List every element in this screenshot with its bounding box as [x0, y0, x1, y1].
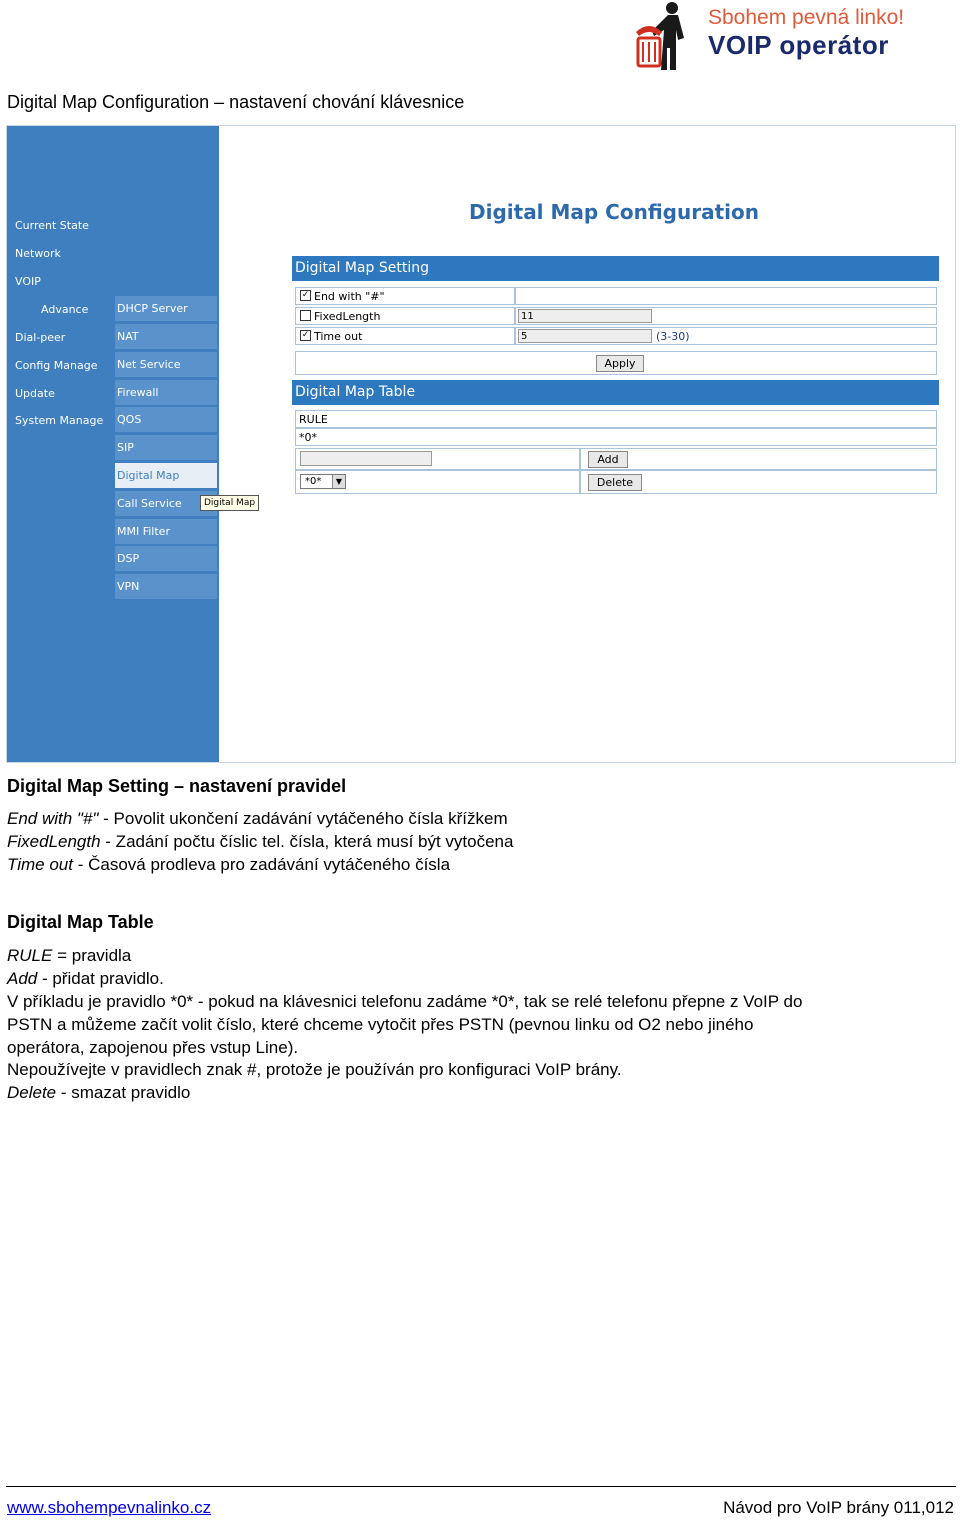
- subnav-firewall[interactable]: Firewall: [115, 380, 217, 405]
- timeout-checkbox[interactable]: ✓: [301, 330, 310, 340]
- footer-divider: [6, 1486, 956, 1487]
- subnav-dsp[interactable]: DSP: [115, 546, 217, 571]
- rule-value-row: [295, 428, 937, 446]
- nav-voip[interactable]: VOIP: [15, 275, 41, 288]
- rule-column-header: RULE: [299, 413, 328, 426]
- subnav-call-service[interactable]: Call Service: [115, 491, 217, 516]
- nav-dial-peer[interactable]: Dial-peer: [15, 331, 66, 344]
- add-button[interactable]: Add: [588, 451, 628, 468]
- nav-system-manage[interactable]: System Manage: [15, 414, 104, 427]
- warning-text: Nepoužívejte v pravidlech znak #, protože je používán pro konfiguraci VoIP brány.: [7, 1060, 622, 1079]
- end-with-checkbox[interactable]: ✓: [301, 290, 310, 300]
- rule-value: *0*: [299, 431, 317, 444]
- add-description: Add - přidat pravidlo.: [7, 969, 164, 988]
- example-line-3: operátora, zapojenou přes vstup Line).: [7, 1038, 299, 1057]
- rule-select[interactable]: *0* ▼: [300, 474, 346, 489]
- document-heading: Digital Map Configuration – nastavení chování klávesnice: [7, 92, 465, 112]
- footer-page-info: Návod pro VoIP brány 011,012: [723, 1498, 954, 1517]
- end-with-label: End with "#": [314, 290, 385, 303]
- timeout-input[interactable]: 5: [518, 329, 652, 343]
- timeout-description: Time out - Časová prodleva pro zadávání vytáčeného čísla: [7, 855, 451, 874]
- nav-update[interactable]: Update: [15, 387, 55, 400]
- subnav-qos[interactable]: QOS: [115, 407, 217, 432]
- phone-trash-icon: [632, 0, 702, 72]
- delete-row: [295, 470, 937, 494]
- timeout-label: Time out: [314, 330, 363, 343]
- logo-tagline: Sbohem pevná linko!: [708, 6, 905, 29]
- subnav-nat[interactable]: NAT: [115, 324, 217, 349]
- subnav-vpn[interactable]: VPN: [115, 574, 217, 599]
- delete-button[interactable]: Delete: [588, 474, 642, 491]
- table-heading: Digital Map Table: [7, 912, 154, 932]
- footer-website-link[interactable]: www.sbohempevnalinko.cz: [7, 1498, 212, 1517]
- logo: [632, 0, 952, 72]
- rule-description: RULE = pravidla: [7, 946, 132, 965]
- fixed-length-input[interactable]: 11: [518, 309, 652, 323]
- apply-row: [295, 351, 937, 375]
- subnav-mmi-filter[interactable]: MMI Filter: [115, 519, 217, 544]
- end-with-description: End with "#" - Povolit ukončení zadávání vytáčeného čísla křížkem: [7, 809, 508, 828]
- logo-brand: VOIP operátor: [708, 30, 889, 60]
- rule-input[interactable]: [300, 451, 432, 466]
- nav-advance[interactable]: Advance: [41, 303, 89, 316]
- chevron-down-icon: ▼: [332, 475, 345, 488]
- apply-button[interactable]: Apply: [596, 355, 644, 372]
- subnav-dhcp-server[interactable]: DHCP Server: [115, 296, 217, 321]
- nav-network[interactable]: Network: [15, 247, 61, 260]
- subnav-sip[interactable]: SIP: [115, 435, 217, 460]
- setting-section-header: Digital Map Setting: [292, 256, 939, 281]
- fixed-length-checkbox[interactable]: [300, 310, 311, 321]
- subnav-digital-map[interactable]: Digital Map: [115, 463, 217, 488]
- timeout-range: (3-30): [656, 330, 690, 343]
- fixed-length-description: FixedLength - Zadání počtu číslic tel. čísla, která musí být vytočena: [7, 832, 514, 851]
- timeout-row: [295, 327, 937, 345]
- page-title: Digital Map Configuration: [469, 200, 759, 224]
- example-line-2: PSTN a můžeme začít volit číslo, které chceme vytočit přes PSTN (pevnou linku od O2 nebo jiného: [7, 1015, 754, 1034]
- end-with-row: [295, 287, 937, 305]
- rule-header-row: [295, 410, 937, 428]
- add-row: [295, 448, 937, 470]
- example-line-1: V příkladu je pravidlo *0* - pokud na klávesnici telefonu zadáme *0*, tak se relé telefonu přepne z VoIP do: [7, 992, 803, 1011]
- fixed-length-row: [295, 307, 937, 325]
- fixed-length-label: FixedLength: [314, 310, 381, 323]
- setting-heading: Digital Map Setting – nastavení pravidel: [7, 776, 347, 796]
- ui-screenshot: [6, 125, 956, 763]
- tooltip: Digital Map: [200, 495, 259, 511]
- nav-config-manage[interactable]: Config Manage: [15, 359, 98, 372]
- subnav-net-service[interactable]: Net Service: [115, 352, 217, 377]
- delete-description: Delete - smazat pravidlo: [7, 1083, 191, 1102]
- left-navigation: [7, 126, 219, 763]
- table-section-header: Digital Map Table: [292, 380, 939, 405]
- nav-current-state[interactable]: Current State: [15, 219, 89, 232]
